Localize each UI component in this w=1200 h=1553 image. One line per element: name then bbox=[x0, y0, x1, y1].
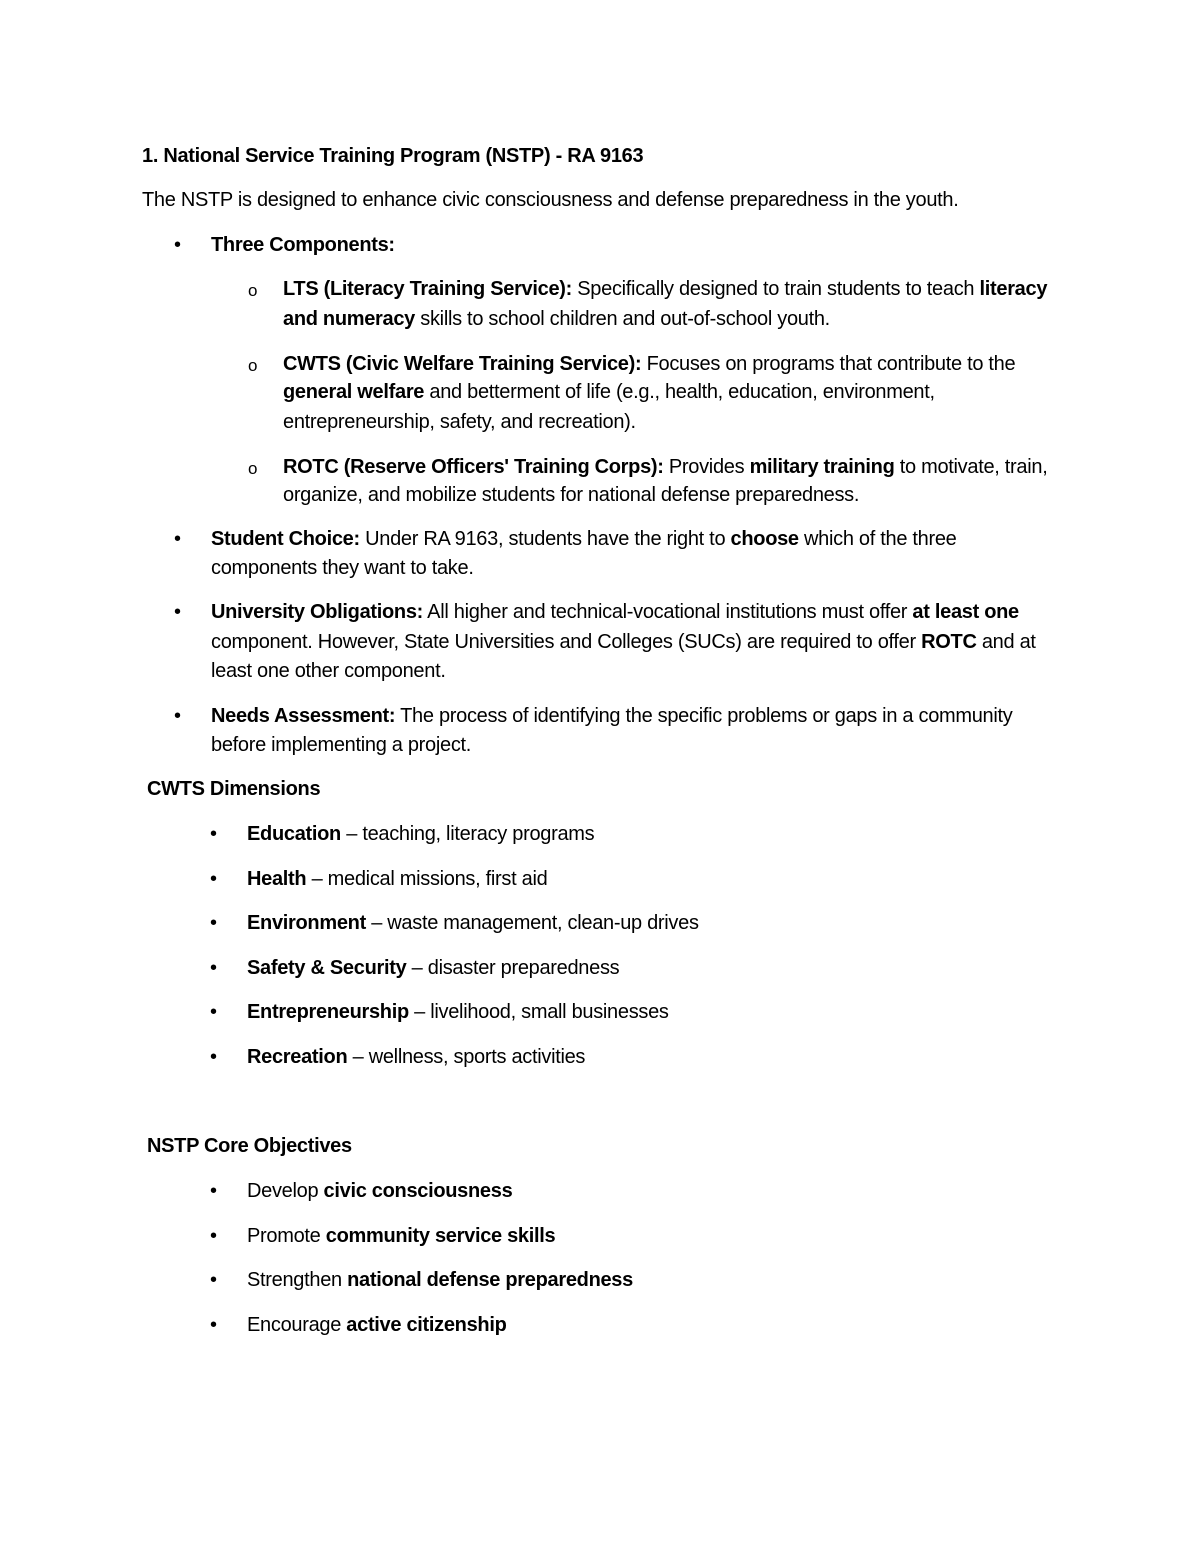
dimension-desc: – livelihood, small businesses bbox=[408, 1001, 669, 1023]
needs-assessment-text-1: The process of identifying the specific problems or gaps in a community bbox=[395, 705, 1013, 727]
needs-assessment-line-1 bbox=[211, 701, 1012, 731]
dimension-term: Entrepreneurship bbox=[247, 1001, 409, 1023]
university-obligations-bold: at least one bbox=[912, 601, 1019, 623]
bullet-icon: • bbox=[210, 1225, 217, 1247]
bullet-icon: • bbox=[210, 1001, 217, 1023]
rotc-line-1 bbox=[283, 452, 1047, 482]
bullet-icon: • bbox=[210, 1269, 217, 1291]
bullet-icon: • bbox=[174, 234, 181, 256]
rotc-text-2: to motivate, train, bbox=[894, 456, 1048, 478]
objective-item bbox=[247, 1176, 512, 1206]
dimension-item bbox=[247, 1042, 585, 1072]
student-choice-label: Student Choice: bbox=[211, 528, 360, 550]
bullet-icon: • bbox=[174, 705, 181, 727]
cwts-text-2: and betterment of life (e.g., health, education, environment, bbox=[424, 381, 935, 403]
objective-item bbox=[247, 1310, 507, 1340]
document-title: 1. National Service Training Program (NSTP) - RA 9163 bbox=[142, 145, 644, 167]
university-obligations-line-1 bbox=[211, 597, 1019, 627]
objective-term: civic consciousness bbox=[323, 1180, 513, 1202]
dimension-desc: – teaching, literacy programs bbox=[340, 823, 595, 845]
university-obligations-label: University Obligations: bbox=[211, 601, 424, 623]
lts-line-2 bbox=[283, 304, 830, 334]
lts-line-1 bbox=[283, 274, 1047, 304]
lts-text-2: skills to school children and out-of-school youth. bbox=[415, 308, 830, 330]
dimension-item bbox=[247, 997, 669, 1027]
dimension-term: Safety & Security bbox=[247, 957, 407, 979]
dimension-item bbox=[247, 908, 699, 938]
objective-verb: Encourage bbox=[247, 1314, 347, 1336]
student-choice-bold: choose bbox=[730, 528, 799, 550]
bullet-icon: • bbox=[210, 1046, 217, 1068]
bullet-icon: • bbox=[210, 1180, 217, 1202]
student-choice-line-2: components they want to take. bbox=[211, 557, 474, 579]
rotc-label: ROTC (Reserve Officers' Training Corps): bbox=[283, 456, 664, 478]
bullet-icon: • bbox=[174, 601, 181, 623]
lts-bold-2: and numeracy bbox=[283, 308, 416, 330]
university-obligations-text-2: component. However, State Universities and Colleges (SUCs) are required to offer bbox=[211, 631, 922, 653]
cwts-line-3: entrepreneurship, safety, and recreation). bbox=[283, 411, 636, 433]
sub-bullet-icon: o bbox=[248, 281, 258, 300]
university-obligations-bold-2: ROTC bbox=[921, 631, 977, 653]
objective-item bbox=[247, 1221, 555, 1251]
bullet-icon: • bbox=[174, 528, 181, 550]
cwts-bold-2: general welfare bbox=[283, 381, 425, 403]
bullet-icon: • bbox=[210, 823, 217, 845]
dimension-desc: – waste management, clean-up drives bbox=[365, 912, 699, 934]
lts-label: LTS (Literacy Training Service): bbox=[283, 278, 573, 300]
needs-assessment-label: Needs Assessment: bbox=[211, 705, 396, 727]
objective-verb: Strengthen bbox=[247, 1269, 348, 1291]
three-components-label: Three Components: bbox=[211, 234, 395, 256]
dimension-item bbox=[247, 819, 594, 849]
student-choice-text-1: Under RA 9163, students have the right to bbox=[359, 528, 731, 550]
objective-verb: Develop bbox=[247, 1180, 324, 1202]
dimension-desc: – disaster preparedness bbox=[406, 957, 620, 979]
bullet-icon: • bbox=[210, 1314, 217, 1336]
dimension-item bbox=[247, 864, 547, 894]
dimension-term: Health bbox=[247, 868, 307, 890]
needs-assessment-line-2: before implementing a project. bbox=[211, 734, 472, 756]
dimension-desc: – medical missions, first aid bbox=[306, 868, 548, 890]
university-obligations-line-2 bbox=[211, 627, 1036, 657]
intro-paragraph: The NSTP is designed to enhance civic consciousness and defense preparedness in the youth. bbox=[142, 189, 959, 211]
dimension-term: Environment bbox=[247, 912, 366, 934]
dimension-desc: – wellness, sports activities bbox=[347, 1046, 586, 1068]
cwts-text: Focuses on programs that contribute to the bbox=[641, 353, 1016, 375]
cwts-dimensions-heading: CWTS Dimensions bbox=[147, 778, 321, 800]
objective-term: community service skills bbox=[325, 1225, 556, 1247]
lts-text: Specifically designed to train students to teach bbox=[572, 278, 980, 300]
lts-bold: literacy bbox=[979, 278, 1048, 300]
objective-verb: Promote bbox=[247, 1225, 326, 1247]
sub-bullet-icon: o bbox=[248, 356, 258, 375]
student-choice-text-2: which of the three bbox=[798, 528, 957, 550]
objective-term: active citizenship bbox=[346, 1314, 507, 1336]
bullet-icon: • bbox=[210, 868, 217, 890]
university-obligations-line-3: least one other component. bbox=[211, 660, 446, 682]
cwts-line-2 bbox=[283, 377, 935, 407]
dimension-item bbox=[247, 953, 619, 983]
student-choice-line-1 bbox=[211, 524, 957, 554]
objective-item bbox=[247, 1265, 633, 1295]
dimension-term: Education bbox=[247, 823, 341, 845]
core-objectives-heading: NSTP Core Objectives bbox=[147, 1135, 352, 1157]
sub-bullet-icon: o bbox=[248, 459, 258, 478]
cwts-line-1 bbox=[283, 349, 1015, 379]
dimension-term: Recreation bbox=[247, 1046, 348, 1068]
rotc-bold: military training bbox=[749, 456, 895, 478]
university-obligations-text-3: and at bbox=[976, 631, 1036, 653]
rotc-text-1: Provides bbox=[663, 456, 750, 478]
bullet-icon: • bbox=[210, 957, 217, 979]
university-obligations-text-1: All higher and technical-vocational institutions must offer bbox=[423, 601, 913, 623]
rotc-line-2: organize, and mobilize students for national defense preparedness. bbox=[283, 484, 860, 506]
bullet-icon: • bbox=[210, 912, 217, 934]
cwts-label: CWTS (Civic Welfare Training Service): bbox=[283, 353, 642, 375]
objective-term: national defense preparedness bbox=[347, 1269, 633, 1291]
